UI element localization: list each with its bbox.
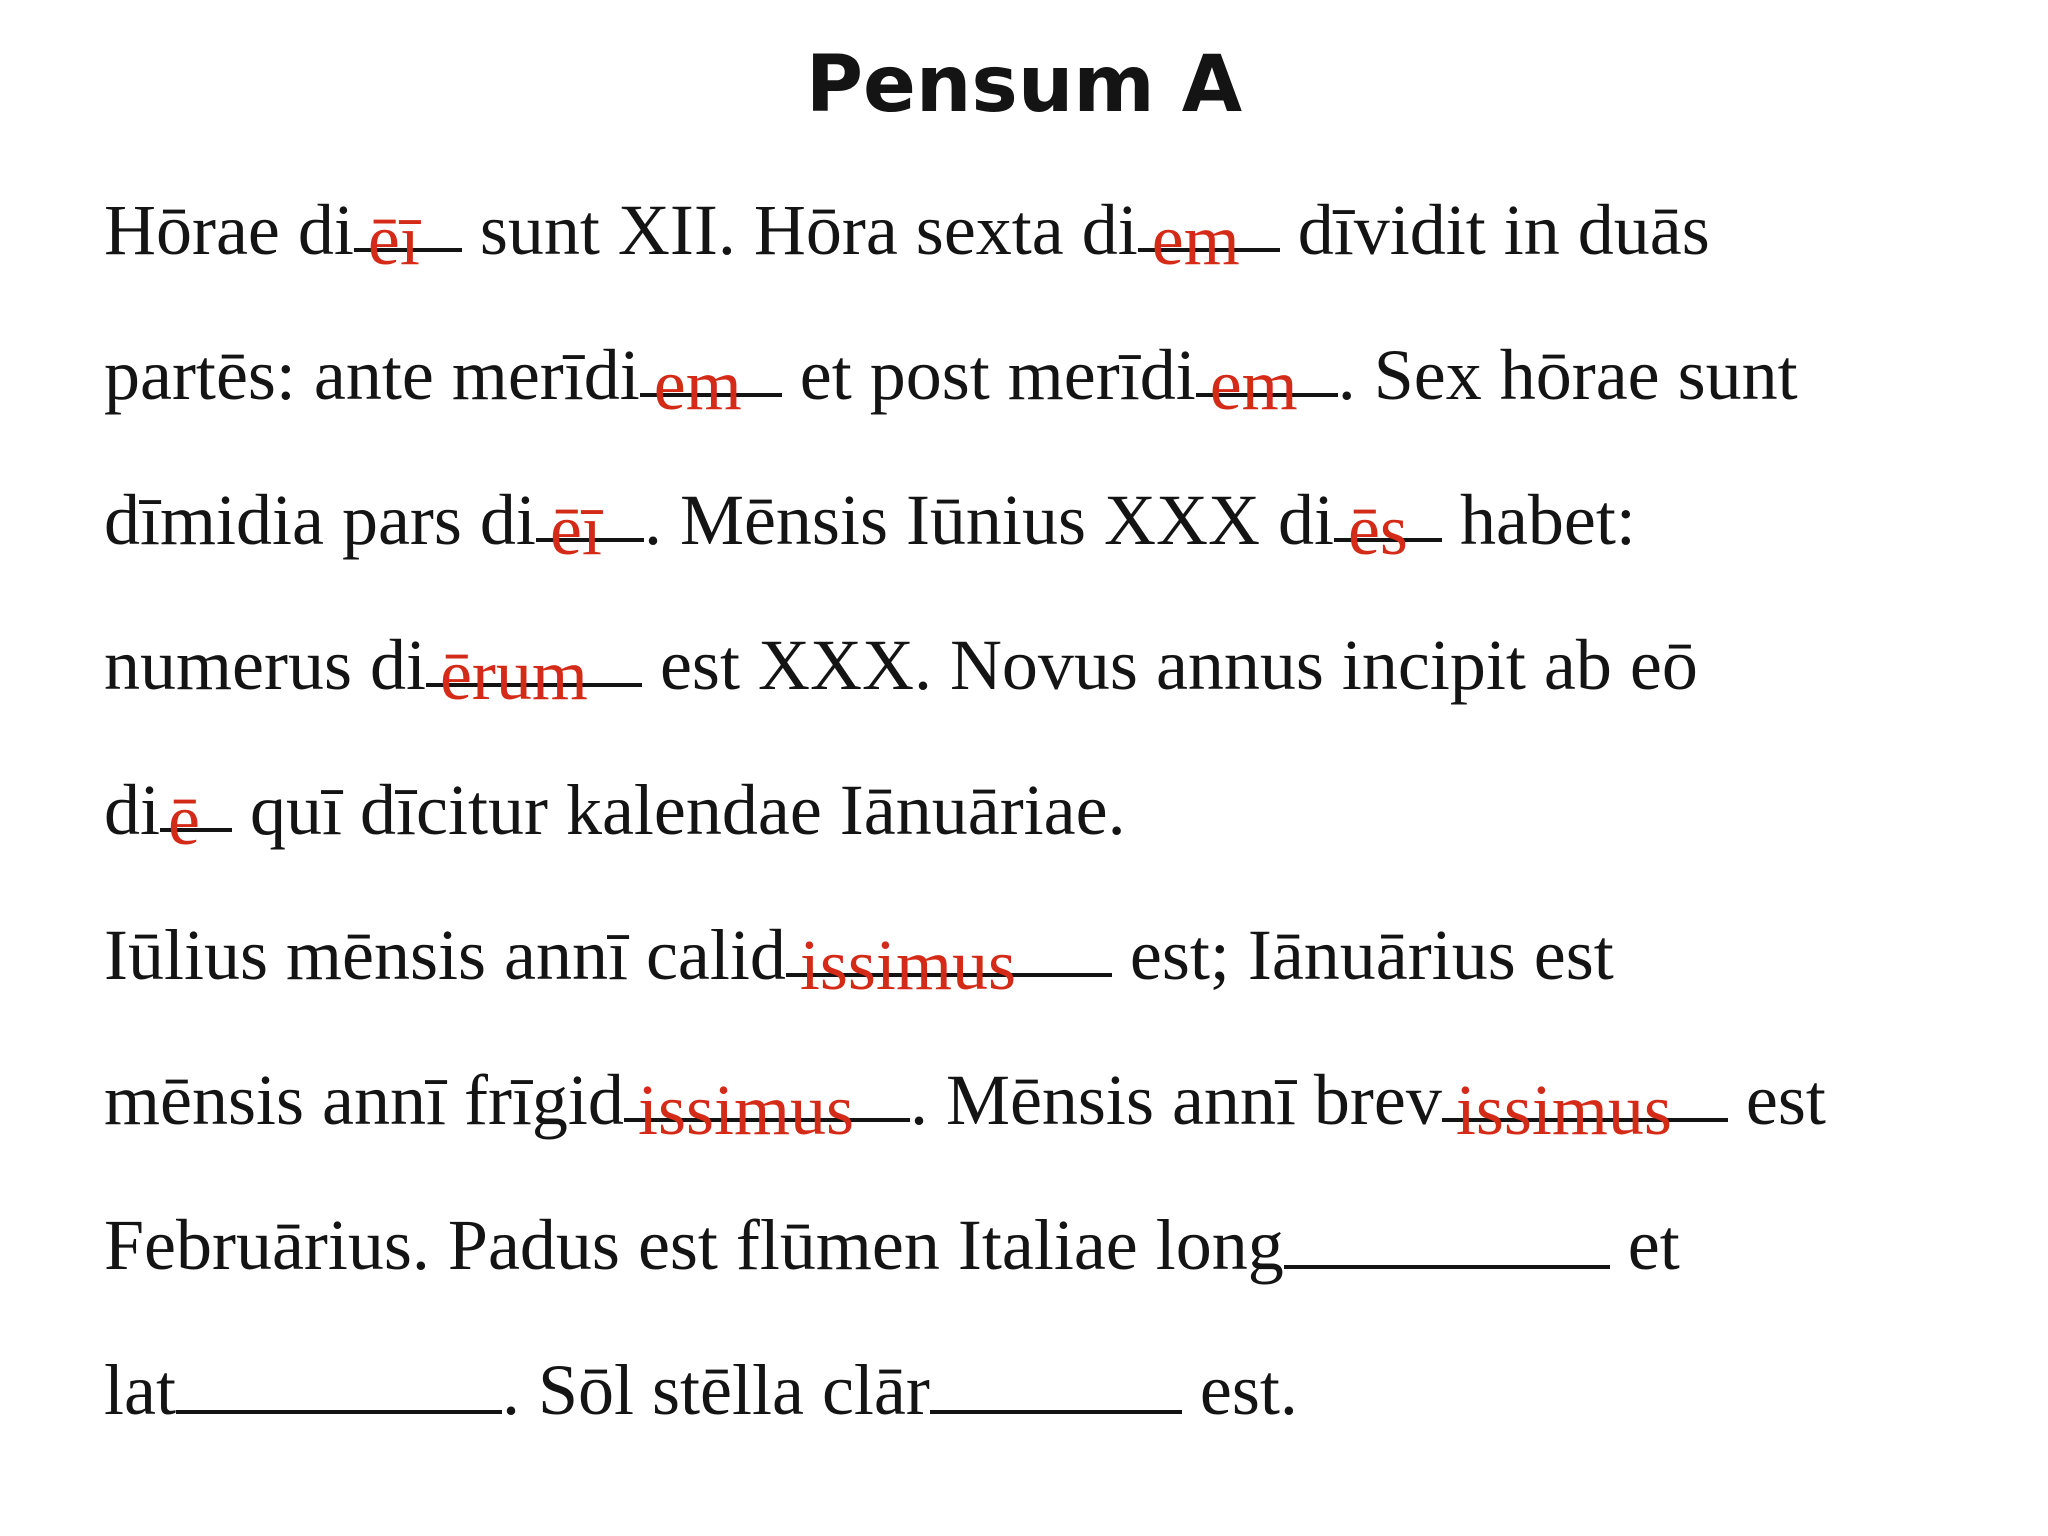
text-segment: . Mēnsis Iūnius XXX di <box>643 480 1334 560</box>
answer-text: issimus <box>637 1070 855 1150</box>
answer-text: ēī <box>549 490 602 570</box>
text-segment: est; Iānuārius est <box>1111 915 1614 995</box>
text-line <box>104 1173 2004 1318</box>
answer-blank[interactable] <box>1284 1211 1610 1269</box>
text-segment: Iūlius mēnsis annī calid <box>104 915 786 995</box>
answer-blank[interactable] <box>786 919 1112 1005</box>
text-segment: . Sex hōrae sunt <box>1337 335 1798 415</box>
text-line <box>104 158 2004 303</box>
text-line <box>104 1028 2004 1173</box>
answer-blank[interactable] <box>176 1356 502 1414</box>
text-segment: mēnsis annī frīgid <box>104 1060 624 1140</box>
text-line <box>104 448 2004 593</box>
text-segment: quī dīcitur kalendae Iānuāriae. <box>232 770 1126 850</box>
text-segment: lat <box>104 1350 176 1430</box>
answer-blank[interactable] <box>930 1356 1182 1414</box>
text-segment: di <box>104 770 161 850</box>
text-segment: habet: <box>1441 480 1636 560</box>
answer-blank[interactable] <box>624 1064 910 1150</box>
text-line <box>104 303 2004 448</box>
text-segment: Februārius. Padus est flūmen Italiae long <box>104 1205 1284 1285</box>
text-segment: . Mēnsis annī brev <box>909 1060 1442 1140</box>
answer-blank[interactable] <box>640 339 782 425</box>
answer-text: em <box>1209 345 1298 425</box>
answer-blank[interactable] <box>536 484 644 570</box>
text-segment: est <box>1727 1060 1826 1140</box>
answer-text: issimus <box>799 925 1016 1005</box>
answer-text: em <box>653 345 742 425</box>
text-segment: dīmidia pars di <box>104 480 536 560</box>
answer-text: issimus <box>1455 1070 1672 1150</box>
text-segment: partēs: ante merīdi <box>104 335 640 415</box>
answer-text: ēs <box>1347 490 1408 570</box>
exercise-text <box>104 158 2004 1463</box>
text-segment: sunt XII. Hōra sexta di <box>461 190 1138 270</box>
text-segment: et <box>1609 1205 1680 1285</box>
text-line <box>104 883 2004 1028</box>
answer-blank[interactable] <box>1196 339 1338 425</box>
answer-blank[interactable] <box>1334 484 1442 570</box>
answer-text: ēī <box>367 200 420 280</box>
answer-text: em <box>1151 200 1240 280</box>
answer-text: ē <box>168 780 200 860</box>
answer-blank[interactable] <box>354 194 462 280</box>
answer-blank[interactable] <box>1138 194 1280 280</box>
answer-blank[interactable] <box>1442 1064 1728 1150</box>
text-segment: et post merīdi <box>781 335 1196 415</box>
text-segment: dīvidit in duās <box>1279 190 1710 270</box>
text-segment: est XXX. Novus annus incipit ab eō <box>641 625 1698 705</box>
page-title: Pensum A <box>805 40 1243 130</box>
answer-text: ērum <box>439 635 588 715</box>
answer-blank[interactable] <box>426 629 642 715</box>
text-segment: . Sōl stēlla clār <box>501 1350 930 1430</box>
text-line <box>104 1318 2004 1463</box>
text-segment: Hōrae di <box>104 190 354 270</box>
text-line <box>104 738 2004 883</box>
text-line <box>104 593 2004 738</box>
text-segment: est. <box>1181 1350 1298 1430</box>
text-segment: numerus di <box>104 625 426 705</box>
answer-blank[interactable] <box>160 774 232 860</box>
